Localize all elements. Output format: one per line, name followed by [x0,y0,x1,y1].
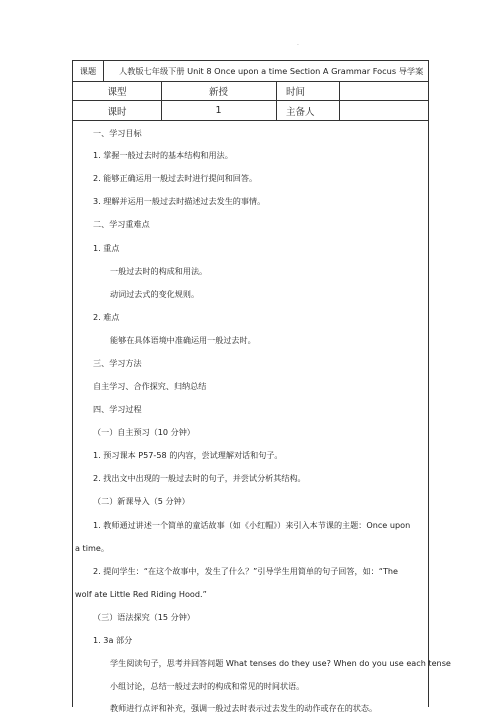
key-point-heading: 1. 重点 [93,243,120,253]
difficulty-item: 能够在具体语境中准确运用一般过去时。 [110,335,256,345]
intro-item-2-line-1: 2. 提问学生：“在这个故事中，发生了什么？”引导学生用简单的句子回答，如：“The [93,566,399,576]
corner-mark: · [297,42,299,49]
course-label: 课题 [79,65,97,76]
time-value [339,82,428,100]
preview-item: 1. 预习课本 P57-58 的内容，尝试理解对话和句子。 [93,450,283,460]
type-value: 新授 [208,87,228,98]
section-objectives-title: 一、学习目标 [93,128,142,138]
grammar-line: 教师进行点评和补充，强调一般过去时表示过去发生的动作或存在的状态。 [110,703,378,713]
preparer-value [339,101,428,120]
header-table [72,60,429,121]
intro-item-1-line-2: a time。 [75,543,109,553]
preview-title: （一）自主预习（10 分钟） [93,427,195,437]
methods-text: 自主学习、合作探究、归纳总结 [93,381,207,391]
section-key-points-title: 二、学习重难点 [93,219,150,229]
grammar-line: 小组讨论，总结一般过去时的构成和常见的时间状语。 [110,681,305,691]
section-process-title: 四、学习过程 [93,404,142,414]
intro-item-2-line-2: wolf ate Little Red Riding Hood.” [75,589,207,599]
grammar-subsection: 1. 3a 部分 [93,635,133,645]
section-methods-title: 三、学习方法 [93,358,142,368]
lesson-plan-sheet [72,60,451,713]
preview-item: 2. 找出文中出现的一般过去时的句子，并尝试分析其结构。 [93,473,306,483]
grammar-line: 学生阅读句子，思考并回答问题 What tenses do they use? When do you use each tense [110,658,451,668]
hours-label: 课时 [107,106,127,118]
difficulty-heading: 2. 难点 [93,312,120,322]
key-point-item: 一般过去时的构成和用法。 [110,266,208,276]
content-cell [72,120,451,713]
preparer-label: 主备人 [286,106,315,118]
row-course [73,61,428,82]
intro-title: （二）新课导入（5 分钟） [93,496,190,506]
grammar-title: （三）语法探究（15 分钟） [93,612,195,622]
objective-item: 3. 理解并运用一般过去时描述过去发生的事情。 [93,196,266,206]
objective-item: 2. 能够正确运用一般过去时进行提问和回答。 [93,173,258,183]
row-hours [73,101,428,121]
key-point-item: 动词过去式的变化规则。 [110,289,200,299]
intro-item-1-line-1: 1. 教师通过讲述一个简单的童话故事（如《小红帽》）来引入本节课的主题：Once upon [93,520,411,530]
time-label: 时间 [286,87,306,98]
course-value: 人教版七年级下册 Unit 8 Once upon a time Section A Grammar Focus 导学案 [119,65,424,76]
row-type [73,82,428,101]
hours-value: 1 [215,105,222,116]
objective-item: 1. 掌握一般过去时的基本结构和用法。 [93,150,233,160]
type-label: 课型 [107,87,127,98]
